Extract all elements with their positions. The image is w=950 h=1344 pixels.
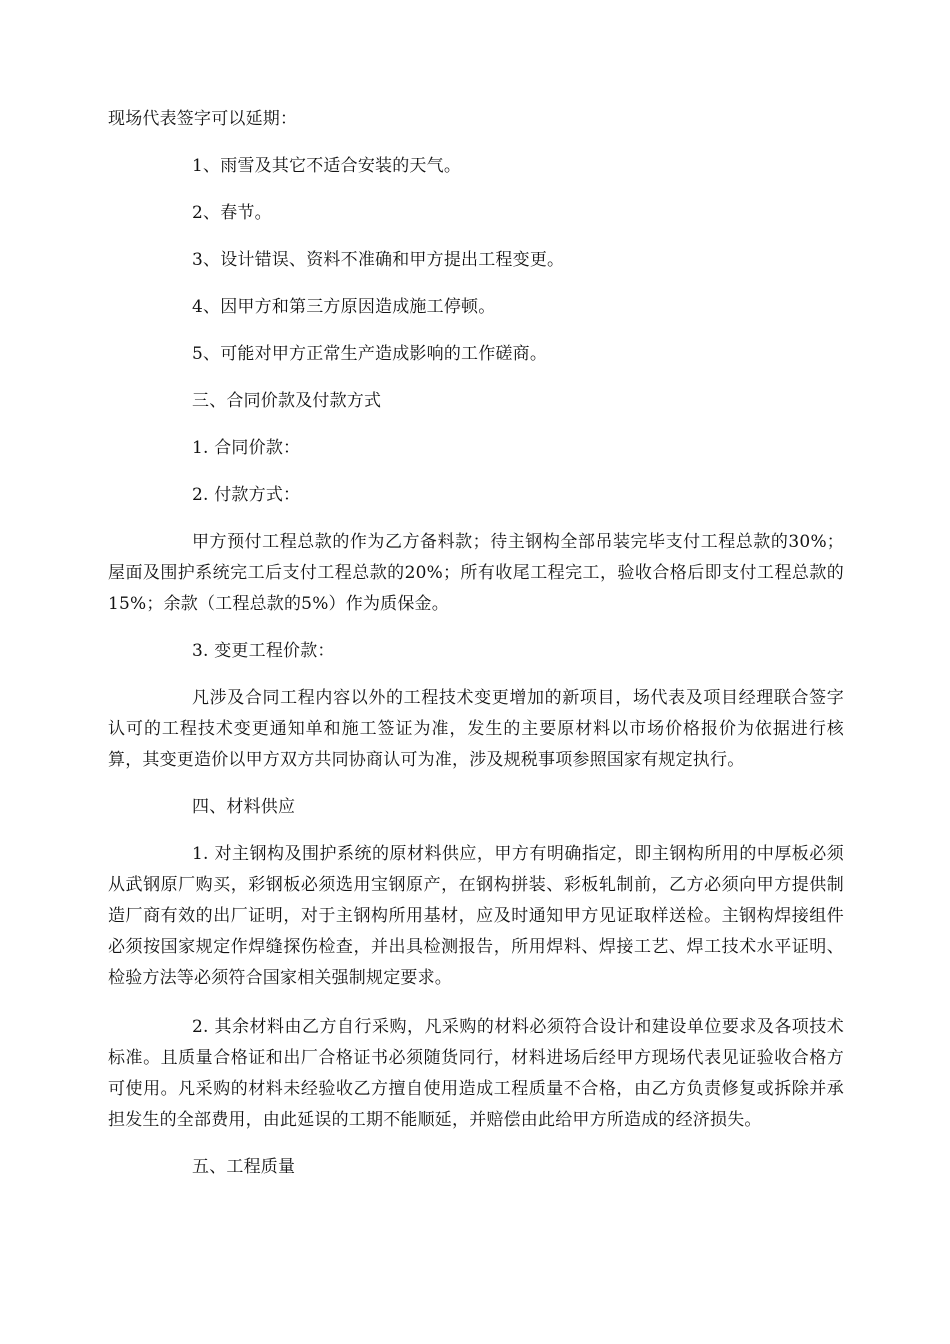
paragraph-payment-terms: 甲方预付工程总款的作为乙方备料款；待主钢构全部吊装完毕支付工程总款的30%；屋面及围护系统完工后支付工程总款的20%；所有收尾工程完工，验收合格后即支付工程总款的15%；余款（工程总款的5%）作为质保金。 <box>108 532 844 614</box>
list-item-spring-festival: 2、春节。 <box>192 203 272 223</box>
paragraph-change-price-terms: 凡涉及合同工程内容以外的工程技术变更增加的新项目，场代表及项目经理联合签字认可的工程技术变更通知单和施工签证为准，发生的主要原材料以市场价格报价为依据进行核算，其变更造价以甲方双方共同协商认可为准，涉及规税事项参照国家有规定执行。 <box>108 688 844 770</box>
list-item-weather: 1、雨雪及其它不适合安装的天气。 <box>192 156 462 176</box>
section-heading-engineering-quality: 五、工程质量 <box>192 1157 296 1177</box>
paragraph-other-materials: 2. 其余材料由乙方自行采购，凡采购的材料必须符合设计和建设单位要求及各项技术标准。且质量合格证和出厂合格证书必须随货同行，材料进场后经甲方现场代表见证验收合格方可使用。凡采购的材料未经验收乙方擅自使用造成工程质量不合格，由乙方负责修复或拆除并承担发生的全部费用，由此延误的工期不能顺延，并赔偿由此给甲方所造成的经济损失。 <box>108 1017 844 1130</box>
list-item-production-consultation: 5、可能对甲方正常生产造成影响的工作磋商。 <box>192 344 548 364</box>
subheading-payment-method: 2. 付款方式： <box>192 485 301 505</box>
list-item-work-stoppage: 4、因甲方和第三方原因造成施工停顿。 <box>192 297 496 317</box>
list-item-design-error: 3、设计错误、资料不准确和甲方提出工程变更。 <box>192 250 565 270</box>
paragraph-main-steel-supply: 1. 对主钢构及围护系统的原材料供应，甲方有明确指定，即主钢构所用的中厚板必须从武钢原厂购买，彩钢板必须选用宝钢原产，在钢构拼装、彩板轧制前，乙方必须向甲方提供制造厂商有效的出厂证明，对于主钢构所用基材，应及时通知甲方见证取样送检。主钢构焊接组件必须按国家规定作焊缝探伤检查，并出具检测报告，所用焊料、焊接工艺、焊工技术水平证明、检验方法等必须符合国家相关强制规定要求。 <box>108 844 844 988</box>
section-heading-price-payment: 三、合同价款及付款方式 <box>192 391 382 411</box>
section-heading-material-supply: 四、材料供应 <box>192 797 296 817</box>
subheading-contract-price: 1. 合同价款： <box>192 438 301 458</box>
subheading-change-price: 3. 变更工程价款： <box>192 641 335 661</box>
paragraph-extension-intro: 现场代表签字可以延期： <box>108 109 298 129</box>
document-body <box>108 104 844 1183</box>
